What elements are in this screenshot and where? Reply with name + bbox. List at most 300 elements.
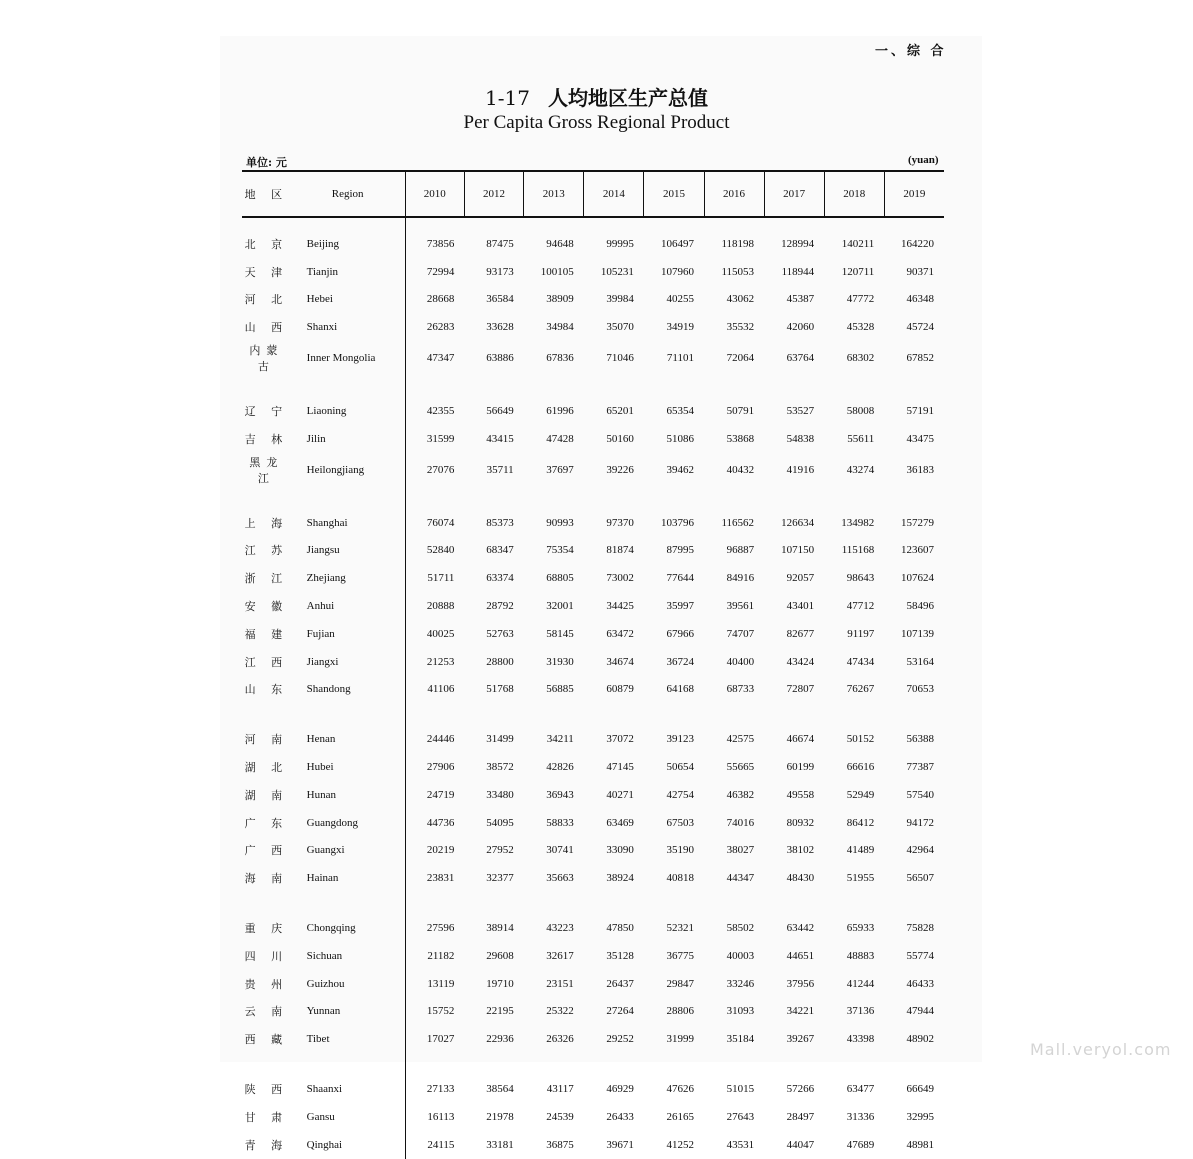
value-cell: 77387: [906, 761, 934, 774]
value-cell: 54095: [486, 816, 514, 829]
value-cell: 57540: [906, 788, 934, 801]
watermark: Mall.veryol.com: [1030, 1040, 1172, 1059]
region-name-cn: 广 西: [244, 844, 289, 858]
value-cell: 34674: [606, 655, 634, 668]
region-name-cn: 广 东: [244, 816, 289, 830]
value-cell: 157279: [901, 516, 934, 529]
value-cell: 56388: [906, 733, 934, 746]
value-cell: 84916: [726, 572, 755, 585]
table-row: [242, 676, 944, 704]
region-name-en: Jiangsu: [306, 544, 340, 557]
region-name-en: Zhejiang: [306, 572, 346, 585]
table-number: 1-17: [485, 86, 530, 110]
value-cell: 72064: [726, 352, 755, 365]
value-cell: 53868: [726, 432, 755, 445]
header-year: 2016: [704, 171, 764, 217]
table-row: [242, 425, 944, 453]
value-cell: 42355: [405, 397, 464, 425]
value-cell: 68302: [846, 352, 875, 365]
value-cell: 42826: [546, 761, 574, 774]
value-cell: 75354: [546, 544, 574, 557]
value-cell: 48981: [906, 1138, 934, 1151]
value-cell: 39671: [606, 1138, 634, 1151]
value-cell: 80932: [786, 816, 815, 829]
value-cell: 33090: [606, 844, 634, 857]
value-cell: 31930: [546, 655, 574, 668]
value-cell: 47689: [846, 1138, 875, 1151]
value-cell: 22195: [486, 1005, 514, 1018]
table-row: [242, 258, 944, 286]
table-row: [242, 998, 944, 1026]
value-cell: 55665: [726, 761, 755, 774]
value-cell: 34221: [786, 1005, 815, 1018]
region-name-cn: 天 津: [244, 265, 289, 279]
value-cell: 47712: [846, 600, 875, 613]
value-cell: 66616: [846, 761, 875, 774]
value-cell: 52321: [666, 922, 695, 935]
value-cell: 107624: [901, 572, 934, 585]
value-cell: 32377: [486, 872, 514, 885]
value-cell: 77644: [666, 572, 695, 585]
value-cell: 99995: [606, 237, 634, 250]
value-cell: 42754: [666, 788, 695, 801]
value-cell: 27643: [726, 1110, 755, 1123]
value-cell: 115168: [841, 544, 875, 557]
value-cell: 61996: [546, 405, 574, 418]
value-cell: 27264: [606, 1005, 634, 1018]
region-name-en: Heilongjiang: [306, 463, 365, 476]
value-cell: 43475: [906, 432, 934, 445]
value-cell: 31599: [405, 425, 464, 453]
table-row: [242, 592, 944, 620]
region-name-cn: 贵 州: [244, 977, 289, 991]
region-name-en: Anhui: [306, 600, 335, 613]
value-cell: 56507: [906, 872, 934, 885]
value-cell: 164220: [901, 237, 934, 250]
table-row: [242, 942, 944, 970]
value-cell: 68805: [546, 572, 574, 585]
value-cell: 87995: [666, 544, 695, 557]
value-cell: 67836: [546, 352, 574, 365]
value-cell: 87475: [486, 237, 514, 250]
value-cell: 31336: [846, 1110, 875, 1123]
table-row: [242, 620, 944, 648]
value-cell: 48430: [786, 872, 815, 885]
value-cell: 45328: [846, 321, 875, 334]
region-name-en: Guangxi: [306, 844, 345, 857]
value-cell: 86412: [846, 816, 875, 829]
value-cell: 92057: [786, 572, 815, 585]
value-cell: 74016: [726, 816, 755, 829]
region-name-en: Shaanxi: [306, 1083, 343, 1096]
value-cell: 27133: [405, 1075, 464, 1103]
region-name-en: Gansu: [306, 1110, 335, 1123]
value-cell: 37956: [786, 977, 815, 990]
region-name-cn: 陕 西: [244, 1083, 289, 1097]
region-name-en: Jilin: [306, 432, 326, 445]
region-name-en: Yunnan: [306, 1005, 341, 1018]
group-spacer: [242, 703, 944, 725]
value-cell: 60199: [786, 761, 815, 774]
value-cell: 56885: [546, 683, 574, 696]
value-cell: 24719: [405, 781, 464, 809]
value-cell: 34919: [666, 321, 695, 334]
table-row: [242, 564, 944, 592]
region-name-en: Henan: [306, 733, 336, 746]
value-cell: 38924: [606, 872, 634, 885]
value-cell: 97370: [606, 516, 634, 529]
value-cell: 26437: [606, 977, 634, 990]
table-title-en: Per Capita Gross Regional Product: [463, 112, 730, 133]
value-cell: 43117: [546, 1083, 574, 1096]
header-year: 2012: [464, 171, 523, 217]
region-name-en: Guizhou: [306, 977, 345, 990]
value-cell: 47347: [405, 341, 464, 375]
value-cell: 26326: [546, 1033, 574, 1046]
region-name-en: Chongqing: [306, 922, 356, 935]
value-cell: 65201: [606, 405, 634, 418]
value-cell: 116562: [721, 516, 755, 529]
value-cell: 30741: [546, 844, 574, 857]
value-cell: 64168: [666, 683, 695, 696]
value-cell: 67852: [906, 352, 934, 365]
value-cell: 32001: [546, 600, 574, 613]
value-cell: 76074: [405, 509, 464, 537]
value-cell: 58145: [546, 627, 574, 640]
value-cell: 67966: [666, 627, 695, 640]
region-name-cn: 山 东: [244, 683, 289, 697]
region-name-cn: 福 建: [244, 627, 289, 641]
value-cell: 63469: [606, 816, 634, 829]
value-cell: 126634: [781, 516, 815, 529]
table-row: [242, 1025, 944, 1053]
value-cell: 55611: [847, 432, 875, 445]
value-cell: 72807: [786, 683, 815, 696]
table-row: [242, 809, 944, 837]
value-cell: 33181: [486, 1138, 514, 1151]
value-cell: 36875: [546, 1138, 574, 1151]
value-cell: 34984: [546, 321, 574, 334]
region-name-en: Hainan: [306, 872, 339, 885]
value-cell: 13119: [405, 970, 464, 998]
region-name-cn: 内蒙古: [249, 344, 284, 374]
value-cell: 100105: [540, 265, 574, 278]
group-spacer: [242, 487, 944, 509]
region-name-cn: 湖 北: [244, 761, 289, 775]
region-name-cn: 吉 林: [244, 432, 289, 446]
value-cell: 51955: [846, 872, 875, 885]
value-cell: 40271: [606, 788, 634, 801]
value-cell: 51086: [666, 432, 695, 445]
group-spacer: [242, 1053, 944, 1075]
region-name-en: Shanxi: [306, 321, 338, 334]
region-name-en: Tibet: [306, 1033, 330, 1046]
value-cell: 40255: [666, 293, 695, 306]
region-name-cn: 江 苏: [244, 544, 289, 558]
value-cell: 27906: [405, 753, 464, 781]
value-cell: 43223: [546, 922, 574, 935]
region-name-cn: 河 北: [244, 293, 289, 307]
value-cell: 36724: [666, 655, 695, 668]
value-cell: 21182: [405, 942, 464, 970]
value-cell: 120711: [841, 265, 875, 278]
table-row: [242, 397, 944, 425]
table-row: [242, 864, 944, 892]
unit-label-cn: 单位: 元: [246, 156, 287, 169]
value-cell: 74707: [726, 627, 755, 640]
value-cell: 29847: [666, 977, 695, 990]
value-cell: 105231: [600, 265, 634, 278]
value-cell: 29252: [606, 1033, 634, 1046]
value-cell: 33628: [486, 321, 514, 334]
value-cell: 37072: [606, 733, 634, 746]
value-cell: 24115: [405, 1131, 464, 1159]
region-name-en: Shandong: [306, 683, 351, 696]
header-year: 2017: [764, 171, 824, 217]
value-cell: 43062: [726, 293, 755, 306]
value-cell: 43398: [846, 1033, 875, 1046]
value-cell: 15752: [405, 998, 464, 1026]
gdp-table: [242, 170, 944, 1159]
value-cell: 27952: [486, 844, 514, 857]
value-cell: 41489: [846, 844, 875, 857]
value-cell: 23151: [546, 977, 574, 990]
value-cell: 27596: [405, 914, 464, 942]
table-header-row: [242, 171, 944, 217]
value-cell: 58502: [726, 922, 755, 935]
value-cell: 63472: [606, 627, 634, 640]
value-cell: 71046: [606, 352, 634, 365]
value-cell: 36943: [546, 788, 574, 801]
table-row: [242, 1131, 944, 1159]
value-cell: 47772: [846, 293, 875, 306]
value-cell: 45387: [786, 293, 815, 306]
value-cell: 50152: [846, 733, 875, 746]
value-cell: 21978: [486, 1110, 514, 1123]
value-cell: 66649: [906, 1083, 934, 1096]
value-cell: 35184: [726, 1033, 755, 1046]
value-cell: 55774: [906, 949, 934, 962]
value-cell: 21253: [405, 648, 464, 676]
value-cell: 36183: [906, 463, 934, 476]
value-cell: 20888: [405, 592, 464, 620]
value-cell: 46929: [606, 1083, 634, 1096]
value-cell: 54838: [786, 432, 815, 445]
value-cell: 50791: [726, 405, 755, 418]
value-cell: 47145: [606, 761, 634, 774]
value-cell: 26165: [666, 1110, 695, 1123]
value-cell: 73856: [405, 230, 464, 258]
value-cell: 31999: [666, 1033, 695, 1046]
value-cell: 37697: [546, 463, 574, 476]
table-row: [242, 725, 944, 753]
region-name-en: Fujian: [306, 627, 335, 640]
value-cell: 123607: [901, 544, 934, 557]
value-cell: 40025: [405, 620, 464, 648]
value-cell: 107139: [901, 627, 934, 640]
value-cell: 31093: [726, 1005, 755, 1018]
header-region-en: Region: [291, 171, 405, 217]
value-cell: 63764: [786, 352, 815, 365]
value-cell: 39462: [666, 463, 695, 476]
table-body: [242, 217, 944, 1159]
value-cell: 46348: [906, 293, 934, 306]
value-cell: 39984: [606, 293, 634, 306]
value-cell: 103796: [661, 516, 695, 529]
region-name-cn: 青 海: [244, 1138, 289, 1152]
header-year: 2014: [584, 171, 644, 217]
value-cell: 41244: [846, 977, 875, 990]
value-cell: 24446: [405, 725, 464, 753]
value-cell: 118944: [781, 265, 815, 278]
value-cell: 67503: [666, 816, 695, 829]
value-cell: 25322: [546, 1005, 574, 1018]
region-name-cn: 安 徽: [244, 600, 289, 614]
value-cell: 37136: [846, 1005, 875, 1018]
value-cell: 42964: [906, 844, 934, 857]
region-name-cn: 浙 江: [244, 572, 289, 586]
region-name-en: Guangdong: [306, 816, 358, 829]
table-row: [242, 286, 944, 314]
value-cell: 39561: [726, 600, 755, 613]
table-row: [242, 837, 944, 865]
value-cell: 38027: [726, 844, 755, 857]
value-cell: 38564: [486, 1083, 514, 1096]
value-cell: 23831: [405, 864, 464, 892]
value-cell: 46382: [726, 788, 755, 801]
value-cell: 94648: [546, 237, 574, 250]
title-cn-text: 人均地区生产总值: [547, 86, 708, 110]
header-year: 2015: [644, 171, 704, 217]
value-cell: 28806: [666, 1005, 695, 1018]
value-cell: 40432: [726, 463, 755, 476]
region-name-en: Liaoning: [306, 405, 347, 418]
region-name-cn: 北 京: [244, 237, 289, 251]
value-cell: 43274: [846, 463, 875, 476]
value-cell: 32995: [906, 1110, 934, 1123]
value-cell: 51015: [726, 1083, 755, 1096]
value-cell: 90993: [546, 516, 574, 529]
value-cell: 36775: [666, 949, 695, 962]
value-cell: 68347: [486, 544, 514, 557]
value-cell: 28800: [486, 655, 514, 668]
region-name-cn: 辽 宁: [244, 405, 289, 419]
value-cell: 47428: [546, 432, 574, 445]
value-cell: 47850: [606, 922, 634, 935]
value-cell: 35190: [666, 844, 695, 857]
value-cell: 40400: [726, 655, 755, 668]
value-cell: 40818: [666, 872, 695, 885]
region-name-en: Tianjin: [306, 265, 339, 278]
value-cell: 56649: [486, 405, 514, 418]
value-cell: 16113: [405, 1103, 464, 1131]
value-cell: 38572: [486, 761, 514, 774]
value-cell: 98643: [846, 572, 875, 585]
value-cell: 82677: [786, 627, 815, 640]
value-cell: 44651: [786, 949, 815, 962]
table-row: [242, 341, 944, 375]
header-year: 2010: [405, 171, 464, 217]
value-cell: 38914: [486, 922, 514, 935]
header-region-cn: 地 区: [242, 171, 291, 217]
region-name-cn: 甘 肃: [244, 1110, 289, 1124]
value-cell: 47434: [846, 655, 875, 668]
value-cell: 33480: [486, 788, 514, 801]
region-name-cn: 河 南: [244, 733, 289, 747]
value-cell: 49558: [786, 788, 815, 801]
value-cell: 94172: [906, 816, 934, 829]
table-row: [242, 1103, 944, 1131]
section-label: 一、综 合: [875, 44, 947, 59]
value-cell: 58008: [846, 405, 875, 418]
value-cell: 68733: [726, 683, 755, 696]
value-cell: 73002: [606, 572, 634, 585]
value-cell: 34211: [546, 733, 574, 746]
value-cell: 57191: [906, 405, 934, 418]
value-cell: 35663: [546, 872, 574, 885]
region-name-en: Hunan: [306, 788, 336, 801]
table-row: [242, 781, 944, 809]
value-cell: 128994: [781, 237, 815, 250]
value-cell: 38909: [546, 293, 574, 306]
region-name-cn: 海 南: [244, 872, 289, 886]
table-title-cn: [0, 82, 1193, 111]
value-cell: 93173: [486, 265, 514, 278]
region-name-en: Hebei: [306, 293, 333, 306]
region-name-en: Jiangxi: [306, 655, 339, 668]
value-cell: 35532: [726, 321, 755, 334]
value-cell: 46674: [786, 733, 815, 746]
value-cell: 70653: [906, 683, 934, 696]
group-spacer: [242, 375, 944, 397]
value-cell: 26283: [405, 313, 464, 341]
value-cell: 65354: [666, 405, 695, 418]
value-cell: 28668: [405, 286, 464, 314]
table-row: [242, 914, 944, 942]
value-cell: 42060: [786, 321, 815, 334]
value-cell: 50654: [666, 761, 695, 774]
region-name-en: Beijing: [306, 237, 340, 250]
header-year: 2013: [524, 171, 584, 217]
table-row: [242, 230, 944, 258]
value-cell: 85373: [486, 516, 514, 529]
value-cell: 41916: [786, 463, 815, 476]
region-name-cn: 西 藏: [244, 1033, 289, 1047]
value-cell: 39226: [606, 463, 634, 476]
value-cell: 45724: [906, 321, 934, 334]
value-cell: 31499: [486, 733, 514, 746]
value-cell: 46433: [906, 977, 934, 990]
header-year: 2019: [884, 171, 944, 217]
table-row: [242, 313, 944, 341]
value-cell: 58833: [546, 816, 574, 829]
region-name-cn: 江 西: [244, 655, 289, 669]
value-cell: 106497: [661, 237, 695, 250]
group-spacer: [242, 892, 944, 914]
value-cell: 35711: [486, 463, 514, 476]
value-cell: 58496: [906, 600, 934, 613]
value-cell: 52840: [405, 537, 464, 565]
value-cell: 51768: [486, 683, 514, 696]
value-cell: 140211: [841, 237, 875, 250]
value-cell: 53527: [786, 405, 815, 418]
region-name-cn: 上 海: [244, 516, 289, 530]
value-cell: 53164: [906, 655, 934, 668]
value-cell: 76267: [846, 683, 875, 696]
value-cell: 47626: [666, 1083, 695, 1096]
region-name-cn: 云 南: [244, 1005, 289, 1019]
value-cell: 107960: [661, 265, 695, 278]
